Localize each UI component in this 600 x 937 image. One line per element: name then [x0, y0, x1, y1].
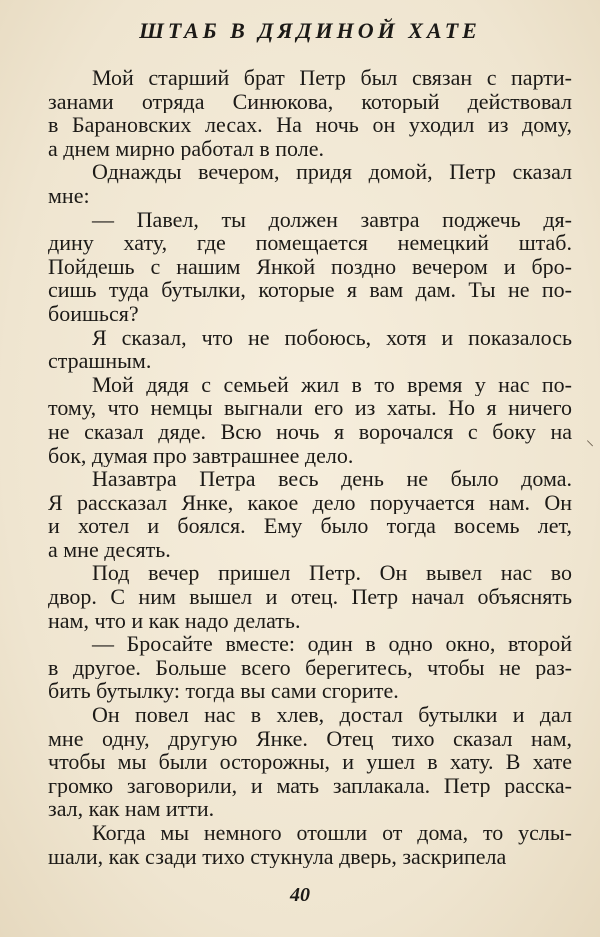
line-text: в Барановских лесах. На ночь он уходил из дому, [48, 113, 572, 137]
text-line [48, 184, 572, 208]
line-text: — Павел, ты должен завтра поджечь дя- [92, 207, 572, 232]
line-text: мне: [48, 183, 90, 208]
text-line [48, 208, 572, 232]
text-line [48, 585, 572, 609]
body-text [48, 66, 572, 868]
line-text: громко заговорили, и мать заплакала. Петр расска- [48, 773, 572, 798]
text-line [48, 750, 572, 774]
line-text: Когда мы немного отошли от дома, то услы- [92, 821, 572, 845]
line-text: Я сказал, что не побоюсь, хотя и показалось [92, 325, 572, 350]
text-line [48, 656, 572, 680]
text-line [48, 514, 572, 538]
text-line [48, 373, 572, 397]
line-text: а мне десять. [48, 537, 171, 562]
line-text: Он повел нас в хлев, достал бутылки и дал [92, 703, 572, 727]
text-line [48, 231, 572, 255]
text-line [48, 538, 572, 562]
text-line [48, 66, 572, 90]
line-text: занами отряда Синюкова, который действовал [48, 89, 572, 114]
text-line [48, 821, 572, 845]
text-line [48, 113, 572, 137]
line-text: Пойдешь с нашим Янкой поздно вечером и бро- [48, 254, 572, 279]
text-line [48, 396, 572, 420]
line-text: Мой дядя с семьей жил в то время у нас по- [92, 372, 572, 397]
margin-mark: ⸜ [585, 432, 594, 449]
line-text: зал, как нам итти. [48, 797, 215, 821]
line-text: бить бутылку: тогда вы сами сгорите. [48, 679, 399, 704]
text-line [48, 137, 572, 161]
text-line [48, 491, 572, 515]
text-line [48, 278, 572, 302]
text-line [48, 302, 572, 326]
line-text: сишь туда бутылки, которые я вам дам. Ты не по- [48, 278, 572, 302]
text-line [48, 703, 572, 727]
line-text: Под вечер пришел Петр. Он вывел нас во [92, 561, 572, 586]
text-line [48, 774, 572, 798]
text-line [48, 679, 572, 703]
line-text: бок, думая про завтрашнее дело. [48, 443, 354, 468]
text-line [48, 349, 572, 373]
line-text: чтобы мы были осторожны, и ушел в хату. В хате [48, 750, 572, 774]
line-text: дину хату, где помещается немецкий штаб. [48, 231, 572, 255]
text-line [48, 90, 572, 114]
line-text: мне одну, другую Янке. Отец тихо сказал нам, [48, 726, 572, 751]
line-text: Однажды вечером, придя домой, Петр сказал [92, 160, 572, 184]
text-line [48, 467, 572, 491]
text-line [48, 845, 572, 869]
line-text: боишься? [48, 301, 139, 326]
line-text: страшным. [48, 349, 152, 373]
page-number: 40 [290, 884, 310, 906]
line-text: в другое. Больше всего берегитесь, чтобы не раз- [48, 655, 572, 680]
chapter-title: ШТАБ В ДЯДИНОЙ ХАТЕ [139, 18, 481, 43]
text-line [48, 160, 572, 184]
text-line [48, 255, 572, 279]
line-text: и хотел и боялся. Ему было тогда восемь лет, [48, 514, 572, 538]
text-line [48, 326, 572, 350]
line-text: не сказал дяде. Всю ночь я ворочался с боку на [48, 419, 572, 444]
line-text: Я рассказал Янке, какое дело поручается нам. Он [48, 490, 572, 515]
text-line [48, 420, 572, 444]
line-text: нам, что и как надо делать. [48, 608, 301, 633]
text-line [48, 561, 572, 585]
line-text: — Бросайте вместе: один в одно окно, второй [92, 632, 572, 656]
line-text: шали, как сзади тихо стукнула дверь, заскрипела [48, 844, 507, 869]
line-text: Мой старший брат Петр был связан с парти- [92, 66, 572, 90]
line-text: двор. С ним вышел и отец. Петр начал объяснять [48, 585, 572, 609]
text-line [48, 632, 572, 656]
line-text: а днем мирно работал в поле. [48, 136, 324, 161]
text-line [48, 797, 572, 821]
line-text: тому, что немцы выгнали его из хаты. Но я ничего [48, 396, 572, 420]
text-line [48, 727, 572, 751]
text-line [48, 609, 572, 633]
text-line [48, 444, 572, 468]
line-text: Назавтра Петра весь день не было дома. [92, 467, 572, 491]
